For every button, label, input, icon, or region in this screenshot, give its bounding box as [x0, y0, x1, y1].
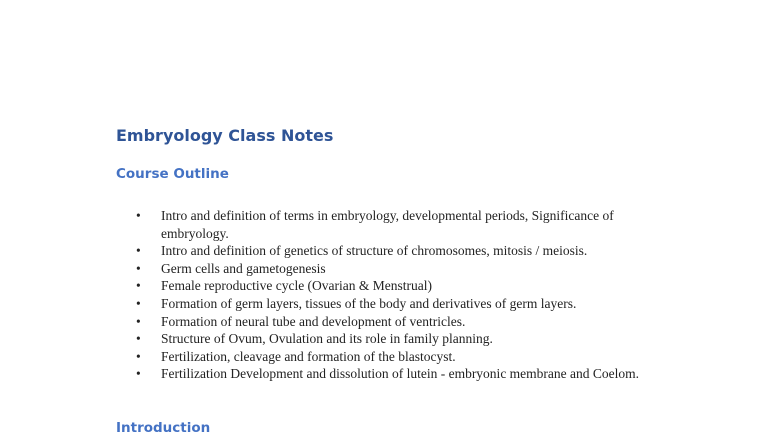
- bullet-icon: •: [136, 278, 141, 294]
- bullet-icon: •: [136, 295, 141, 311]
- list-item: [136, 242, 676, 260]
- bullet-icon: •: [136, 243, 141, 259]
- list-item-text: Structure of Ovum, Ovulation and its role in family planning.: [161, 331, 493, 347]
- bullet-icon: •: [136, 366, 141, 382]
- bullet-icon: •: [136, 348, 141, 364]
- list-item: [136, 348, 676, 366]
- introduction-heading: Introduction: [116, 420, 211, 436]
- list-item-text: Intro and definition of terms in embryology, developmental periods, Significance of embryology.: [161, 208, 614, 241]
- list-item-text: Fertilization Development and dissolution of lutein - embryonic membrane and Coelom.: [161, 366, 640, 382]
- list-item: [136, 330, 676, 348]
- course-outline-heading: Course Outline: [116, 166, 229, 182]
- bullet-icon: •: [136, 208, 141, 223]
- list-item: [136, 365, 676, 383]
- list-item-text: Fertilization, cleavage and formation of the blastocyst.: [161, 348, 456, 364]
- document-title: Embryology Class Notes: [116, 126, 334, 145]
- bullet-icon: •: [136, 313, 141, 329]
- list-item-text: Formation of germ layers, tissues of the body and derivatives of germ layers.: [161, 295, 577, 311]
- list-item: [136, 260, 676, 278]
- list-item: [136, 313, 676, 331]
- course-outline-list: [136, 207, 676, 383]
- bullet-icon: •: [136, 331, 141, 347]
- list-item-text: Female reproductive cycle (Ovarian & Menstrual): [161, 278, 433, 294]
- list-item-text: Germ cells and gametogenesis: [161, 260, 326, 276]
- list-item: [136, 277, 676, 295]
- bullet-icon: •: [136, 260, 141, 276]
- list-item-text: Formation of neural tube and development of ventricles.: [161, 313, 466, 329]
- list-item-text: Intro and definition of genetics of structure of chromosomes, mitosis / meiosis.: [161, 243, 588, 259]
- list-item: [136, 295, 676, 313]
- list-item: [136, 207, 676, 242]
